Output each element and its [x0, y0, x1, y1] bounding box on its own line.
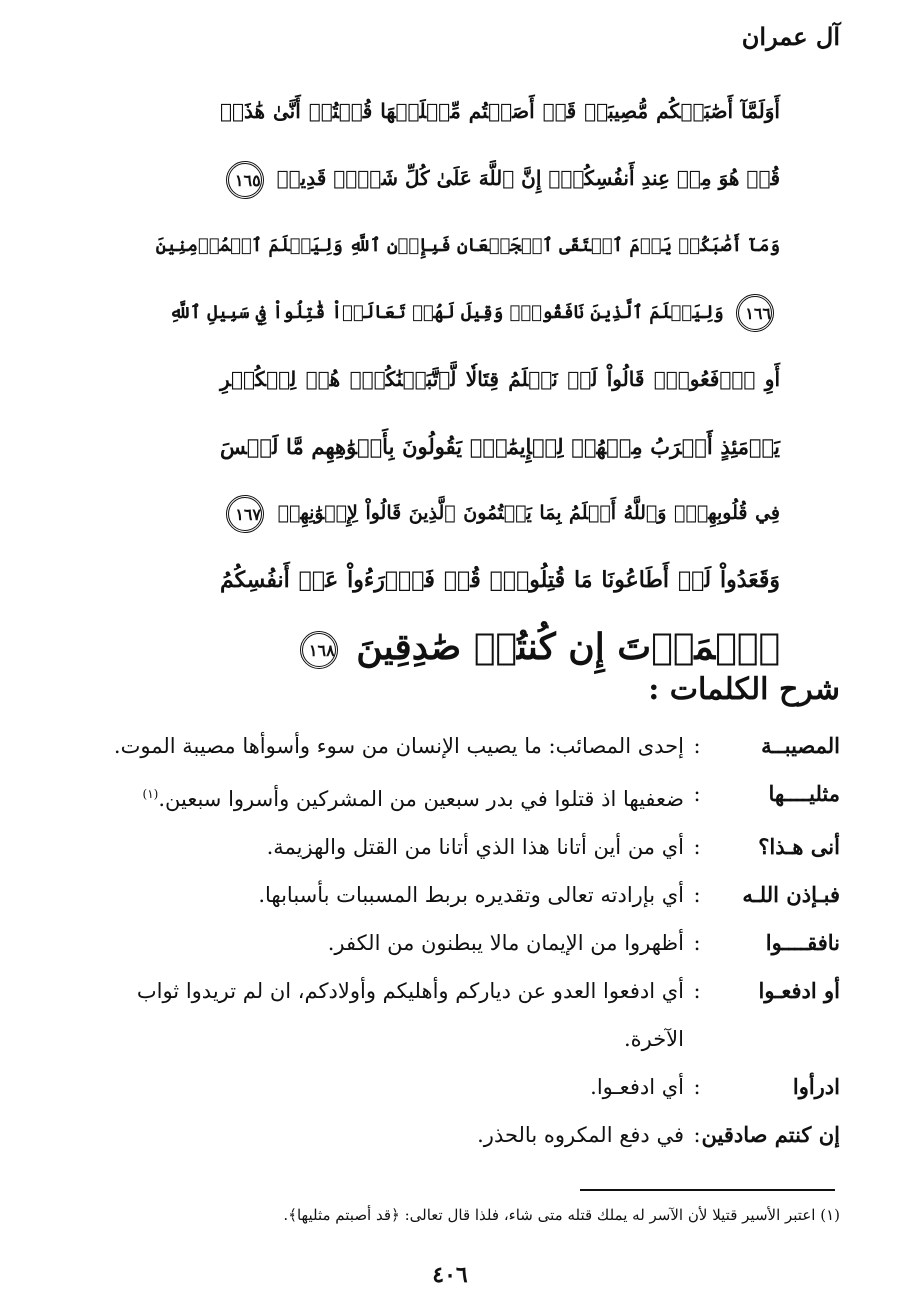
glossary-colon: :: [693, 734, 701, 758]
glossary-term: إن كنتم صادقين: [701, 1122, 840, 1147]
glossary-title: شرح الكلمات :: [648, 672, 840, 707]
verse-line-5: [220, 346, 780, 413]
ayah-number-marker: ١٦٥: [226, 161, 264, 199]
surah-name-header: آل عمران: [741, 22, 840, 51]
verse-text: وَقَعَدُواْ لَوۡ أَطَاعُونَا مَا قُتِلُواْۗ قُلۡ فَٱدۡرَءُواْ عَنۡ أَنفُسِكُمُ: [220, 567, 780, 593]
verse-text: وَمَآ أَصَٰبَكُمۡ يَوۡمَ ٱلۡتَقَى ٱلۡجَمۡعَانِ فَبِإِذۡنِ ٱللَّهِ وَلِيَعۡلَمَ ٱلۡمُؤۡمِنِينَ: [155, 235, 780, 256]
glossary-definition: إحدى المصائب: ما يصيب الإنسان من سوء وأسوأها مصيبة الموت.: [113, 734, 684, 758]
footnote-divider: [580, 1189, 835, 1191]
glossary-colon: :: [693, 835, 701, 859]
glossary-entry: [80, 871, 840, 919]
glossary-definition: أي ادفعـوا.: [590, 1075, 684, 1099]
glossary-colon: :: [693, 883, 701, 907]
glossary-definition-text: ضعفيها اذ قتلوا في بدر سبعين من المشركين وأسروا سبعين.: [158, 787, 684, 811]
glossary-colon: :: [693, 782, 701, 806]
glossary-definition: أظهروا من الإيمان مالا يبطنون من الكفر.: [327, 931, 684, 955]
verse-line-1: [220, 78, 780, 145]
verse-text: ٱلۡمَوۡتَ إِن كُنتُمۡ صَٰدِقِينَ: [356, 626, 780, 668]
verse-text: وَلِيَعۡلَمَ ٱلَّذِينَ نَافَقُواْۚ وَقِيلَ لَهُمۡ تَعَالَوۡاْ قَٰتِلُواْ فِي سَبِيلِ ٱللَّهِ: [169, 302, 724, 323]
glossary-term: نافقــــوا: [765, 930, 840, 955]
glossary-entry: [80, 919, 840, 967]
glossary-entry: [80, 1111, 840, 1159]
ayah-number-marker: ١٦٦: [736, 294, 774, 332]
footnote-text: (١) اعتبر الأسير قتيلا لأن الآسر له يملك قتله متى شاء، فلذا قال تعالى: ﴿قد أصبتم مثليها﴾.: [283, 1206, 840, 1224]
glossary-colon: :: [693, 931, 701, 955]
glossary-term: مثليــــها: [768, 781, 840, 806]
glossary-term: فبـإذن اللـه: [742, 882, 840, 907]
verse-line-2: [220, 145, 780, 212]
verse-text: يَوۡمَئِذٍ أَقۡرَبُ مِنۡهُمۡ لِلۡإِيمَٰنِۚ يَقُولُونَ بِأَفۡوَٰهِهِم مَّا لَيۡسَ: [220, 434, 780, 459]
glossary-entry: [80, 770, 840, 823]
verse-line-6: [220, 413, 780, 480]
glossary-entry: [80, 823, 840, 871]
glossary-term: المصيبــة: [761, 733, 840, 758]
quran-text-block: [155, 78, 780, 681]
ayah-number-marker: ١٦٧: [226, 495, 264, 533]
glossary-entry: [80, 967, 840, 1063]
glossary-list: [80, 722, 840, 1159]
glossary-entry: [80, 722, 840, 770]
glossary-colon: :: [693, 1075, 701, 1099]
verse-text: أَوَلَمَّآ أَصَٰبَتۡكُم مُّصِيبَةٞ قَدۡ أَصَبۡتُم مِّثۡلَيۡهَا قُلۡتُمۡ أَنَّىٰ هَٰذَاۖ: [220, 99, 780, 123]
glossary-definition: في دفع المكروه بالحذر.: [477, 1123, 684, 1147]
verse-line-7: [220, 480, 780, 547]
glossary-term: ادرأوا: [792, 1074, 840, 1099]
glossary-entry: [80, 1063, 840, 1111]
verse-line-8: [220, 547, 780, 614]
ayah-number-marker: ١٦٨: [300, 631, 338, 669]
glossary-colon: :: [693, 979, 701, 1003]
verse-line-9: [220, 614, 780, 681]
verse-line-4: [169, 279, 780, 346]
glossary-definition: [80, 770, 684, 823]
verse-line-3: [155, 212, 780, 279]
footnote-reference: (١): [142, 787, 159, 801]
page-number: ٤٠٦: [432, 1262, 468, 1288]
glossary-colon: :: [693, 1123, 701, 1147]
verse-text: فِي قُلُوبِهِمۡۚ وَٱللَّهُ أَعۡلَمُ بِمَا يَكۡتُمُونَ ٱلَّذِينَ قَالُواْ لِإِخۡوَٰنِهِمۡ: [277, 502, 780, 524]
glossary-definition: أي ادفعوا العدو عن دياركم وأهليكم وأولادكم، ان لم تريدوا ثواب الآخرة.: [136, 979, 684, 1051]
glossary-definition: أي بإرادته تعالى وتقديره بربط المسببات بأسبابها.: [258, 883, 684, 907]
verse-text: قُلۡ هُوَ مِنۡ عِندِ أَنفُسِكُمۡۗ إِنَّ ٱللَّهَ عَلَىٰ كُلِّ شَيۡءٖ قَدِيرٞ: [276, 166, 780, 190]
glossary-definition: أي من أين أتانا هذا الذي أتانا من القتل والهزيمة.: [266, 835, 684, 859]
glossary-term: أنى هـذا؟: [758, 834, 840, 859]
glossary-term: أو ادفعـوا: [758, 978, 840, 1003]
verse-text: أَوِ ٱدۡفَعُواْۖ قَالُواْ لَوۡ نَعۡلَمُ قِتَالٗا لَّٱتَّبَعۡنَٰكُمۡۗ هُمۡ لِلۡكُفۡرِ: [220, 367, 780, 391]
